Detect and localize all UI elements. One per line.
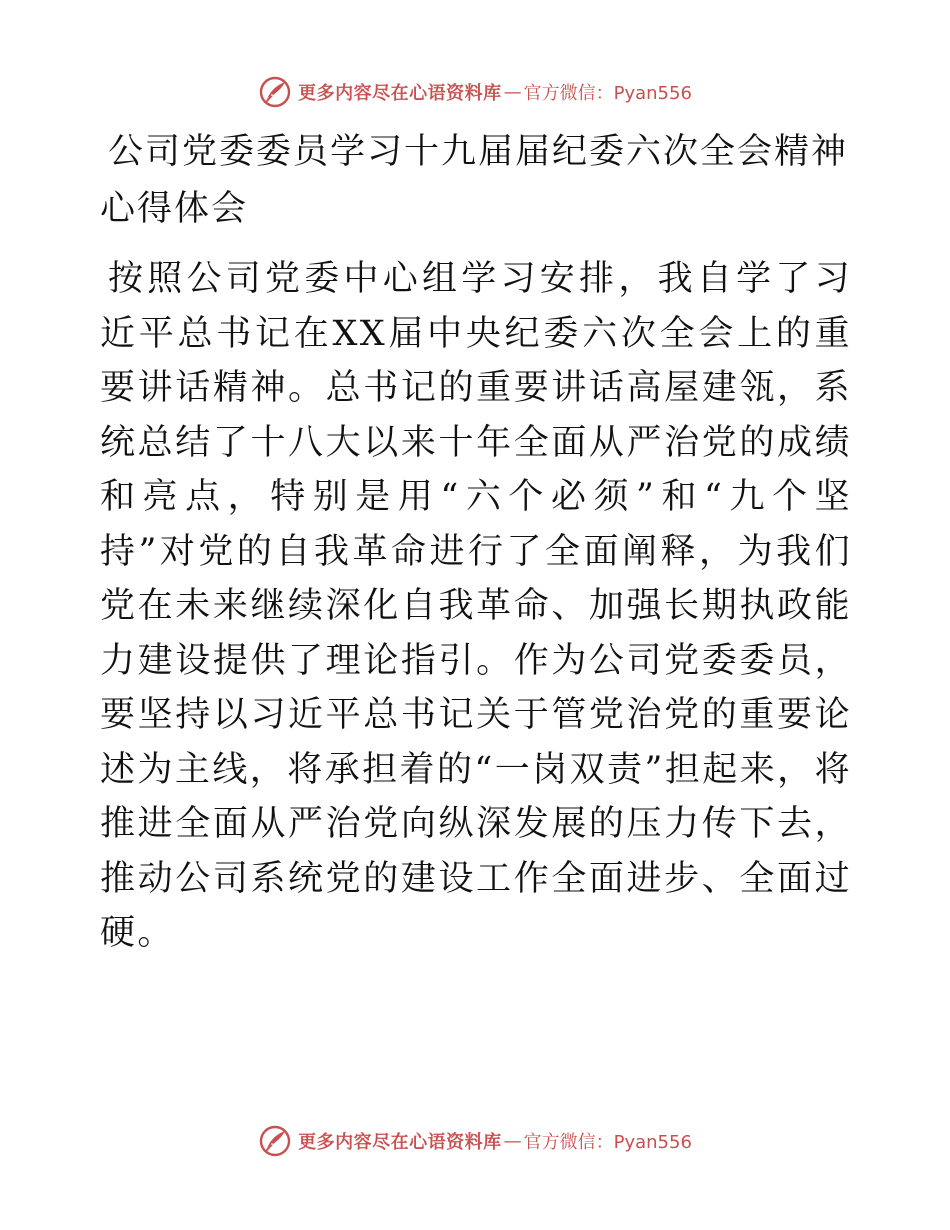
watermark-dash: —: [503, 81, 522, 103]
footer-watermark: [0, 1121, 950, 1161]
header-watermark: [0, 72, 950, 112]
feather-quill-logo-icon: [258, 75, 292, 109]
watermark-main-text: 更多内容尽在心语资料库: [298, 1132, 502, 1153]
watermark-dash: —: [503, 1130, 522, 1152]
document-title: 公司党委委员学习十九届届纪委六次全会精神心得体会: [100, 132, 849, 229]
document-body-paragraph: 按照公司党委中心组学习安排，我自学了习近平总书记在XX届中央纪委六次全会上的重要讲话精神。总书记的重要讲话高屋建瓴，系统总结了十八大以来十年全面从严治党的成绩和亮点，特别是用“六个必须”和“九个坚持”对党的自我革命进行了全面阐释，为我们党在未来继续深化自我革命、加强长期执政能力建设提供了理论指引。作为公司党委委员，要坚持以习近平总书记关于管党治党的重要论述为主线，将承担着的“一岗双责”担起来，将推进全面从严治党向纵深发展的压力传下去，推动公司系统党的建设工作全面进步、全面过硬。: [100, 259, 852, 953]
watermark-wechat-text: 官方微信：Pyan556: [523, 83, 692, 104]
watermark-main-text: 更多内容尽在心语资料库: [298, 83, 502, 104]
watermark-wechat-text: 官方微信：Pyan556: [523, 1132, 692, 1153]
feather-quill-logo-icon: [258, 1124, 292, 1158]
